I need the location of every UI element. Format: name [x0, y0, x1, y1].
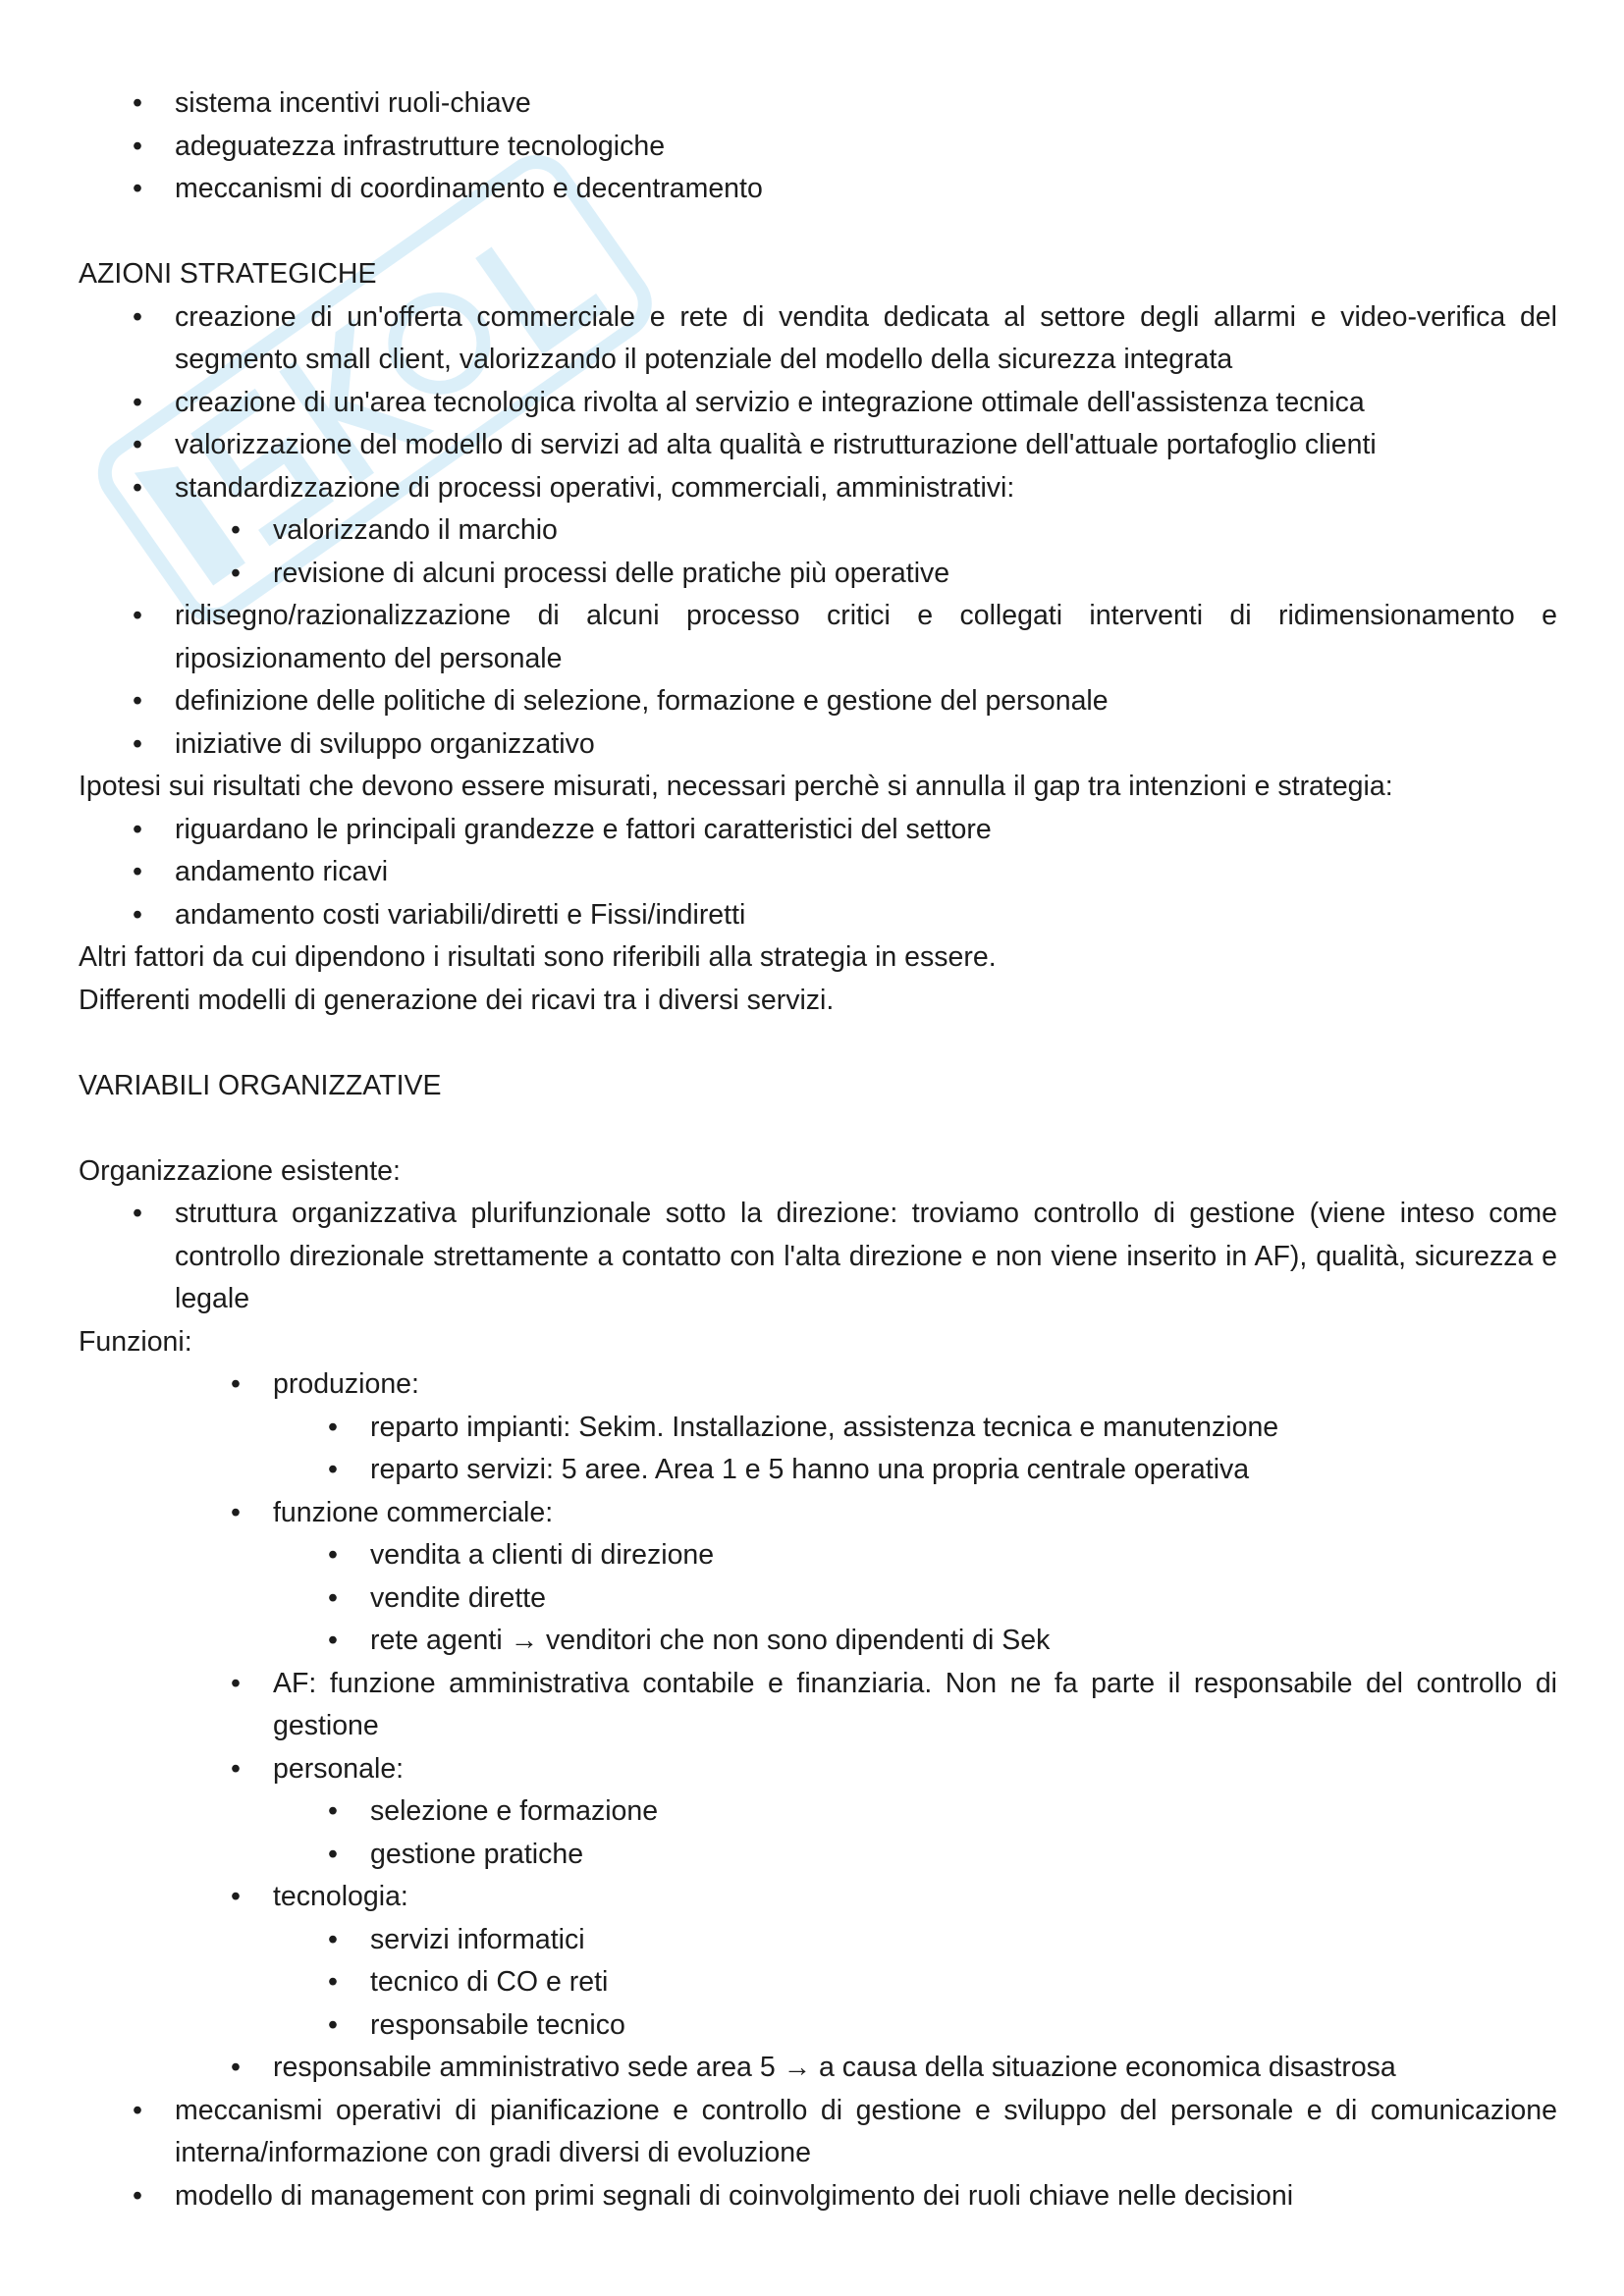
- paragraph: Altri fattori da cui dipendono i risultati sono riferibili alla strategia in essere.: [79, 941, 997, 973]
- bullet-item-level-1: [133, 168, 1557, 211]
- bullet-item-level-3: [328, 1449, 1557, 1492]
- document-page: [79, 82, 1557, 2217]
- bullet-icon: •: [328, 1625, 338, 1656]
- bullet-text: reparto impianti: Sekim. Installazione, assistenza tecnica e manutenzione: [370, 1411, 1279, 1443]
- bullet-text: tecnologia:: [273, 1881, 408, 1912]
- bullet-item-level-1: [133, 680, 1557, 723]
- bullet-item-level-1: [133, 1193, 1557, 1321]
- bullet-icon: •: [133, 2094, 142, 2126]
- bullet-item-level-1: [133, 894, 1557, 937]
- bullet-text: vendita a clienti di direzione: [370, 1539, 715, 1571]
- bullet-icon: •: [328, 1795, 338, 1827]
- section-heading: AZIONI STRATEGICHE: [79, 258, 377, 290]
- bullet-item-level-1: [133, 126, 1557, 169]
- bullet-icon: •: [133, 429, 142, 460]
- bullet-icon: •: [231, 2052, 241, 2083]
- blank-line: [79, 211, 1557, 254]
- bullet-text: responsabile amministrativo sede area 5 → a causa della situazione economica disastrosa: [273, 2052, 1396, 2083]
- bullet-text: selezione e formazione: [370, 1795, 659, 1827]
- bullet-icon: •: [133, 300, 142, 333]
- bullet-item-level-2: [231, 1492, 1557, 1535]
- document-content: [79, 82, 1557, 2217]
- bullet-text: personale:: [273, 1752, 405, 1785]
- bullet-icon: •: [231, 1496, 241, 1528]
- bullet-text: struttura organizzativa plurifunzionale sotto la direzione: troviamo controllo di gestione (viene inteso come controllo direzionale strettamente a contatto con l'alta direzione e non viene inserito in AF), qualità, sicurezza e legale: [175, 1198, 1557, 1314]
- bullet-icon: •: [328, 1581, 338, 1614]
- bullet-item-level-3: [328, 1577, 1557, 1621]
- bullet-icon: •: [231, 557, 241, 589]
- bullet-text: iniziative di sviluppo organizzativo: [175, 727, 595, 760]
- bullet-text: definizione delle politiche di selezione, formazione e gestione del personale: [175, 685, 1109, 717]
- bullet-item-level-1: [133, 595, 1557, 680]
- bullet-icon: •: [328, 1838, 338, 1870]
- bullet-text: meccanismi operativi di pianificazione e controllo di gestione e sviluppo del personale e di comunicazione interna/informazione con gradi diversi di evoluzione: [175, 2094, 1557, 2168]
- bullet-text: sistema incentivi ruoli-chiave: [175, 87, 531, 119]
- bullet-icon: •: [328, 1411, 338, 1443]
- bullet-text: standardizzazione di processi operativi, commerciali, amministrativi:: [175, 471, 1015, 504]
- bullet-item-level-2: [231, 1876, 1557, 1919]
- bullet-text: andamento ricavi: [175, 856, 389, 887]
- bullet-item-level-2: [231, 1748, 1557, 1791]
- paragraph: Organizzazione esistente:: [79, 1154, 401, 1187]
- bullet-icon: •: [328, 1539, 338, 1571]
- bullet-item-level-1: [133, 2090, 1557, 2175]
- bullet-icon: •: [133, 813, 142, 845]
- bullet-text: adeguatezza infrastrutture tecnologiche: [175, 130, 666, 162]
- bullet-text: servizi informatici: [370, 1923, 585, 1955]
- bullet-text: creazione di un'area tecnologica rivolta al servizio e integrazione ottimale dell'assistenza tecnica: [175, 386, 1365, 418]
- bullet-icon: •: [133, 386, 142, 418]
- bullet-icon: •: [133, 898, 142, 931]
- bullet-item-level-1: [133, 851, 1557, 894]
- bullet-text: ridisegno/razionalizzazione di alcuni processo critici e collegati interventi di ridimensionamento e riposizionamento del personale: [175, 600, 1557, 674]
- bullet-item-level-1: [133, 809, 1557, 852]
- bullet-text: andamento costi variabili/diretti e Fissi/indiretti: [175, 898, 746, 931]
- bullet-icon: •: [133, 685, 142, 717]
- bullet-icon: •: [328, 2008, 338, 2041]
- bullet-text: produzione:: [273, 1368, 419, 1400]
- bullet-text: valorizzando il marchio: [273, 514, 558, 546]
- bullet-icon: •: [133, 727, 142, 760]
- bullet-icon: •: [133, 2179, 142, 2212]
- bullet-item-level-1: [133, 382, 1557, 425]
- bullet-item-level-2: [231, 509, 1557, 553]
- bullet-text: responsabile tecnico: [370, 2008, 625, 2041]
- bullet-icon: •: [133, 173, 142, 204]
- bullet-icon: •: [231, 1368, 241, 1400]
- bullet-icon: •: [328, 1454, 338, 1485]
- bullet-text: revisione di alcuni processi delle pratiche più operative: [273, 557, 950, 589]
- bullet-item-level-3: [328, 1407, 1557, 1450]
- bullet-item-level-1: [133, 424, 1557, 467]
- bullet-text: tecnico di CO e reti: [370, 1966, 609, 1998]
- bullet-icon: •: [133, 471, 142, 504]
- bullet-text: AF: funzione amministrativa contabile e finanziaria. Non ne fa parte il responsabile del controllo di gestione: [273, 1667, 1557, 1741]
- bullet-icon: •: [328, 1923, 338, 1955]
- bullet-icon: •: [231, 1667, 241, 1699]
- bullet-item-level-2: [231, 553, 1557, 596]
- bullet-text: riguardano le principali grandezze e fattori caratteristici del settore: [175, 813, 992, 845]
- blank-line: [79, 1022, 1557, 1065]
- bullet-item-level-3: [328, 2004, 1557, 2048]
- bullet-icon: •: [133, 130, 142, 162]
- bullet-text: valorizzazione del modello di servizi ad alta qualità e ristrutturazione dell'attuale portafoglio clienti: [175, 429, 1377, 460]
- bullet-item-level-3: [328, 1834, 1557, 1877]
- bullet-text: modello di management con primi segnali di coinvolgimento dei ruoli chiave nelle decisioni: [175, 2179, 1294, 2212]
- bullet-icon: •: [231, 514, 241, 546]
- bullet-text: rete agenti → venditori che non sono dipendenti di Sek: [370, 1625, 1051, 1656]
- bullet-item-level-3: [328, 1620, 1557, 1663]
- bullet-text: reparto servizi: 5 aree. Area 1 e 5 hanno una propria centrale operativa: [370, 1454, 1250, 1485]
- bullet-item-level-2: [231, 1663, 1557, 1748]
- bullet-item-level-1: [133, 82, 1557, 126]
- bullet-icon: •: [231, 1752, 241, 1785]
- bullet-text: vendite dirette: [370, 1581, 547, 1614]
- bullet-icon: •: [133, 87, 142, 119]
- bullet-item-level-3: [328, 1961, 1557, 2004]
- bullet-item-level-2: [231, 1363, 1557, 1407]
- bullet-item-level-3: [328, 1790, 1557, 1834]
- bullet-icon: •: [328, 1966, 338, 1998]
- bullet-icon: •: [231, 1881, 241, 1912]
- bullet-item-level-1: [133, 2175, 1557, 2218]
- bullet-item-level-1: [133, 467, 1557, 510]
- bullet-text: meccanismi di coordinamento e decentramento: [175, 173, 763, 204]
- bullet-text: creazione di un'offerta commerciale e rete di vendita dedicata al settore degli allarmi e video-verifica del segmento small client, valorizzando il potenziale del modello della sicurezza integrata: [175, 300, 1557, 375]
- bullet-item-level-1: [133, 723, 1557, 767]
- bullet-text: gestione pratiche: [370, 1838, 584, 1870]
- bullet-icon: •: [133, 600, 142, 631]
- bullet-item-level-1: [133, 296, 1557, 382]
- bullet-item-level-3: [328, 1534, 1557, 1577]
- paragraph: Differenti modelli di generazione dei ricavi tra i diversi servizi.: [79, 984, 835, 1016]
- bullet-icon: •: [133, 856, 142, 887]
- section-heading: VARIABILI ORGANIZZATIVE: [79, 1069, 442, 1101]
- bullet-item-level-2: [231, 2047, 1557, 2090]
- bullet-icon: •: [133, 1198, 142, 1229]
- paragraph: Funzioni:: [79, 1325, 192, 1358]
- blank-line: [79, 1107, 1557, 1150]
- paragraph: Ipotesi sui risultati che devono essere misurati, necessari perchè si annulla il gap tra intenzioni e strategia:: [79, 771, 1393, 802]
- bullet-item-level-3: [328, 1919, 1557, 1962]
- bullet-text: funzione commerciale:: [273, 1496, 554, 1528]
